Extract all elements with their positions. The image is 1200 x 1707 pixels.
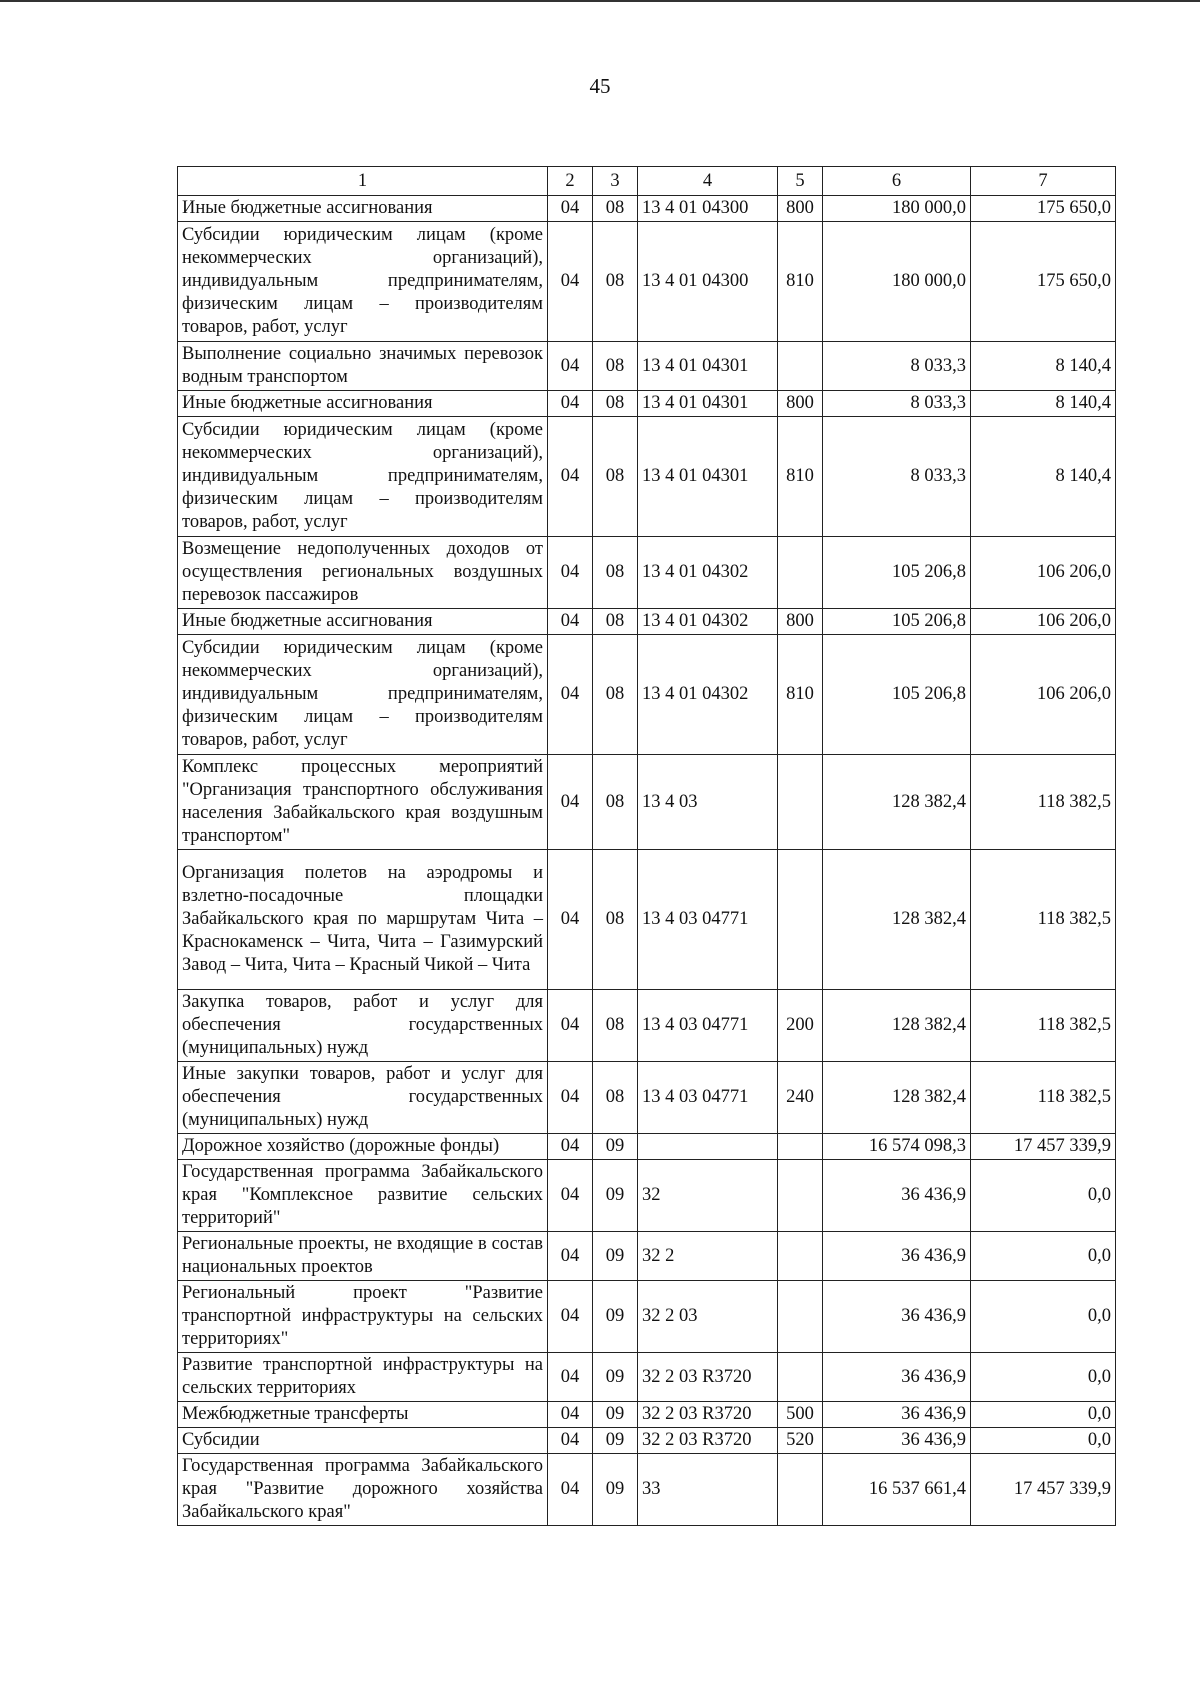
amount-year-2: 175 650,0	[971, 222, 1116, 342]
page-number: 45	[589, 74, 611, 98]
table-row	[178, 222, 1116, 342]
target-article-code: 13 4 01 04302	[638, 537, 778, 609]
table-row	[178, 196, 1116, 222]
amount-year-1: 180 000,0	[823, 222, 971, 342]
subsection-code: 08	[593, 755, 638, 850]
table-row	[178, 1134, 1116, 1160]
row-name: Закупка товаров, работ и услуг для обеспечения государственных (муниципальных) нужд	[178, 990, 548, 1062]
table-row	[178, 1160, 1116, 1232]
amount-year-1: 128 382,4	[823, 755, 971, 850]
target-article-code: 32 2 03 R3720	[638, 1428, 778, 1454]
table-row	[178, 635, 1116, 755]
amount-year-2: 0,0	[971, 1160, 1116, 1232]
expense-type-code: 800	[778, 391, 823, 417]
expense-type-code	[778, 1353, 823, 1402]
row-name: Субсидии юридическим лицам (кроме некоммерческих организаций), индивидуальным предпринимателям, физическим лицам – производителям товаров, работ, услуг	[178, 417, 548, 537]
amount-year-2: 17 457 339,9	[971, 1454, 1116, 1526]
amount-year-2: 118 382,5	[971, 755, 1116, 850]
target-article-code: 13 4 01 04301	[638, 342, 778, 391]
subsection-code: 08	[593, 1062, 638, 1134]
subsection-code: 09	[593, 1402, 638, 1428]
section-code: 04	[548, 196, 593, 222]
section-code: 04	[548, 1232, 593, 1281]
table-row	[178, 1402, 1116, 1428]
row-name: Иные бюджетные ассигнования	[178, 196, 548, 222]
section-code: 04	[548, 391, 593, 417]
expense-type-code: 810	[778, 417, 823, 537]
column-header: 5	[778, 167, 823, 196]
section-code: 04	[548, 1428, 593, 1454]
amount-year-1: 36 436,9	[823, 1232, 971, 1281]
row-name: Субсидии юридическим лицам (кроме некоммерческих организаций), индивидуальным предпринимателям, физическим лицам – производителям товаров, работ, услуг	[178, 635, 548, 755]
amount-year-1: 128 382,4	[823, 850, 971, 990]
expense-type-code	[778, 755, 823, 850]
subsection-code: 08	[593, 222, 638, 342]
row-name: Возмещение недополученных доходов от осуществления региональных воздушных перевозок пассажиров	[178, 537, 548, 609]
row-name: Выполнение социально значимых перевозок водным транспортом	[178, 342, 548, 391]
expense-type-code: 810	[778, 635, 823, 755]
header-row	[178, 167, 1116, 196]
section-code: 04	[548, 1062, 593, 1134]
expense-type-code	[778, 1160, 823, 1232]
row-name: Межбюджетные трансферты	[178, 1402, 548, 1428]
amount-year-1: 128 382,4	[823, 990, 971, 1062]
amount-year-2: 106 206,0	[971, 635, 1116, 755]
expense-type-code: 520	[778, 1428, 823, 1454]
amount-year-1: 36 436,9	[823, 1353, 971, 1402]
subsection-code: 08	[593, 850, 638, 990]
subsection-code: 08	[593, 990, 638, 1062]
subsection-code: 08	[593, 635, 638, 755]
target-article-code: 13 4 01 04302	[638, 635, 778, 755]
section-code: 04	[548, 755, 593, 850]
table-row	[178, 1062, 1116, 1134]
subsection-code: 08	[593, 537, 638, 609]
section-code: 04	[548, 1353, 593, 1402]
section-code: 04	[548, 1134, 593, 1160]
amount-year-1: 36 436,9	[823, 1281, 971, 1353]
section-code: 04	[548, 635, 593, 755]
column-header: 2	[548, 167, 593, 196]
target-article-code	[638, 1134, 778, 1160]
target-article-code: 13 4 03 04771	[638, 850, 778, 990]
column-header: 6	[823, 167, 971, 196]
table-row	[178, 1353, 1116, 1402]
row-name: Субсидии юридическим лицам (кроме некоммерческих организаций), индивидуальным предпринимателям, физическим лицам – производителям товаров, работ, услуг	[178, 222, 548, 342]
amount-year-2: 0,0	[971, 1281, 1116, 1353]
expense-type-code: 800	[778, 196, 823, 222]
row-name: Комплекс процессных мероприятий "Организация транспортного обслуживания населения Забайкальского края воздушным транспортом"	[178, 755, 548, 850]
subsection-code: 09	[593, 1353, 638, 1402]
table-row	[178, 1428, 1116, 1454]
amount-year-1: 105 206,8	[823, 635, 971, 755]
subsection-code: 09	[593, 1160, 638, 1232]
row-name: Субсидии	[178, 1428, 548, 1454]
amount-year-2: 0,0	[971, 1232, 1116, 1281]
amount-year-1: 8 033,3	[823, 417, 971, 537]
subsection-code: 09	[593, 1428, 638, 1454]
amount-year-1: 36 436,9	[823, 1428, 971, 1454]
amount-year-2: 118 382,5	[971, 990, 1116, 1062]
target-article-code: 32	[638, 1160, 778, 1232]
target-article-code: 32 2	[638, 1232, 778, 1281]
amount-year-2: 106 206,0	[971, 609, 1116, 635]
expense-type-code	[778, 537, 823, 609]
target-article-code: 13 4 01 04300	[638, 196, 778, 222]
target-article-code: 32 2 03 R3720	[638, 1353, 778, 1402]
target-article-code: 13 4 03	[638, 755, 778, 850]
amount-year-2: 8 140,4	[971, 417, 1116, 537]
table-row	[178, 609, 1116, 635]
section-code: 04	[548, 417, 593, 537]
target-article-code: 32 2 03	[638, 1281, 778, 1353]
table-row	[178, 537, 1116, 609]
amount-year-1: 36 436,9	[823, 1402, 971, 1428]
row-name: Организация полетов на аэродромы и взлетно-посадочные площадки Забайкальского края по маршрутам Чита – Краснокаменск – Чита, Чита – Газимурский Завод – Чита, Чита – Красный Чикой – Чита	[178, 850, 548, 990]
subsection-code: 08	[593, 417, 638, 537]
expense-type-code	[778, 1232, 823, 1281]
section-code: 04	[548, 609, 593, 635]
section-code: 04	[548, 222, 593, 342]
amount-year-1: 8 033,3	[823, 391, 971, 417]
top-rule	[0, 0, 1200, 2]
row-name: Государственная программа Забайкальского края "Развитие дорожного хозяйства Забайкальского края"	[178, 1454, 548, 1526]
expense-type-code: 240	[778, 1062, 823, 1134]
expense-type-code: 800	[778, 609, 823, 635]
expense-type-code	[778, 1281, 823, 1353]
expense-type-code: 200	[778, 990, 823, 1062]
amount-year-2: 118 382,5	[971, 1062, 1116, 1134]
amount-year-1: 16 537 661,4	[823, 1454, 971, 1526]
amount-year-1: 36 436,9	[823, 1160, 971, 1232]
subsection-code: 08	[593, 391, 638, 417]
target-article-code: 13 4 01 04300	[638, 222, 778, 342]
section-code: 04	[548, 1160, 593, 1232]
table-row	[178, 990, 1116, 1062]
amount-year-2: 106 206,0	[971, 537, 1116, 609]
amount-year-2: 0,0	[971, 1428, 1116, 1454]
section-code: 04	[548, 342, 593, 391]
target-article-code: 13 4 01 04301	[638, 417, 778, 537]
table-row	[178, 1454, 1116, 1526]
expense-type-code: 810	[778, 222, 823, 342]
section-code: 04	[548, 537, 593, 609]
column-header: 1	[178, 167, 548, 196]
target-article-code: 13 4 03 04771	[638, 1062, 778, 1134]
section-code: 04	[548, 1281, 593, 1353]
row-name: Региональный проект "Развитие транспортной инфраструктуры на сельских территориях"	[178, 1281, 548, 1353]
subsection-code: 08	[593, 342, 638, 391]
table-row	[178, 755, 1116, 850]
expense-type-code: 500	[778, 1402, 823, 1428]
expense-type-code	[778, 1454, 823, 1526]
subsection-code: 09	[593, 1232, 638, 1281]
subsection-code: 09	[593, 1134, 638, 1160]
section-code: 04	[548, 1454, 593, 1526]
expense-type-code	[778, 1134, 823, 1160]
amount-year-2: 8 140,4	[971, 342, 1116, 391]
row-name: Дорожное хозяйство (дорожные фонды)	[178, 1134, 548, 1160]
table-row	[178, 391, 1116, 417]
target-article-code: 33	[638, 1454, 778, 1526]
row-name: Иные закупки товаров, работ и услуг для обеспечения государственных (муниципальных) нужд	[178, 1062, 548, 1134]
table-row	[178, 1232, 1116, 1281]
table-row	[178, 850, 1116, 990]
amount-year-2: 0,0	[971, 1353, 1116, 1402]
amount-year-1: 180 000,0	[823, 196, 971, 222]
subsection-code: 09	[593, 1454, 638, 1526]
section-code: 04	[548, 990, 593, 1062]
amount-year-2: 0,0	[971, 1402, 1116, 1428]
amount-year-2: 17 457 339,9	[971, 1134, 1116, 1160]
table-row	[178, 1281, 1116, 1353]
subsection-code: 08	[593, 196, 638, 222]
amount-year-1: 16 574 098,3	[823, 1134, 971, 1160]
amount-year-2: 175 650,0	[971, 196, 1116, 222]
amount-year-1: 105 206,8	[823, 609, 971, 635]
row-name: Государственная программа Забайкальского края "Комплексное развитие сельских территорий"	[178, 1160, 548, 1232]
target-article-code: 13 4 01 04302	[638, 609, 778, 635]
row-name: Иные бюджетные ассигнования	[178, 391, 548, 417]
expense-type-code	[778, 850, 823, 990]
column-header: 4	[638, 167, 778, 196]
subsection-code: 09	[593, 1281, 638, 1353]
section-code: 04	[548, 1402, 593, 1428]
budget-table	[177, 166, 1116, 1526]
amount-year-1: 8 033,3	[823, 342, 971, 391]
subsection-code: 08	[593, 609, 638, 635]
row-name: Иные бюджетные ассигнования	[178, 609, 548, 635]
target-article-code: 13 4 01 04301	[638, 391, 778, 417]
amount-year-2: 118 382,5	[971, 850, 1116, 990]
target-article-code: 32 2 03 R3720	[638, 1402, 778, 1428]
section-code: 04	[548, 850, 593, 990]
table-row	[178, 342, 1116, 391]
expense-type-code	[778, 342, 823, 391]
amount-year-1: 105 206,8	[823, 537, 971, 609]
column-header: 3	[593, 167, 638, 196]
amount-year-2: 8 140,4	[971, 391, 1116, 417]
table-row	[178, 417, 1116, 537]
row-name: Региональные проекты, не входящие в состав национальных проектов	[178, 1232, 548, 1281]
target-article-code: 13 4 03 04771	[638, 990, 778, 1062]
amount-year-1: 128 382,4	[823, 1062, 971, 1134]
column-header: 7	[971, 167, 1116, 196]
row-name: Развитие транспортной инфраструктуры на сельских территориях	[178, 1353, 548, 1402]
